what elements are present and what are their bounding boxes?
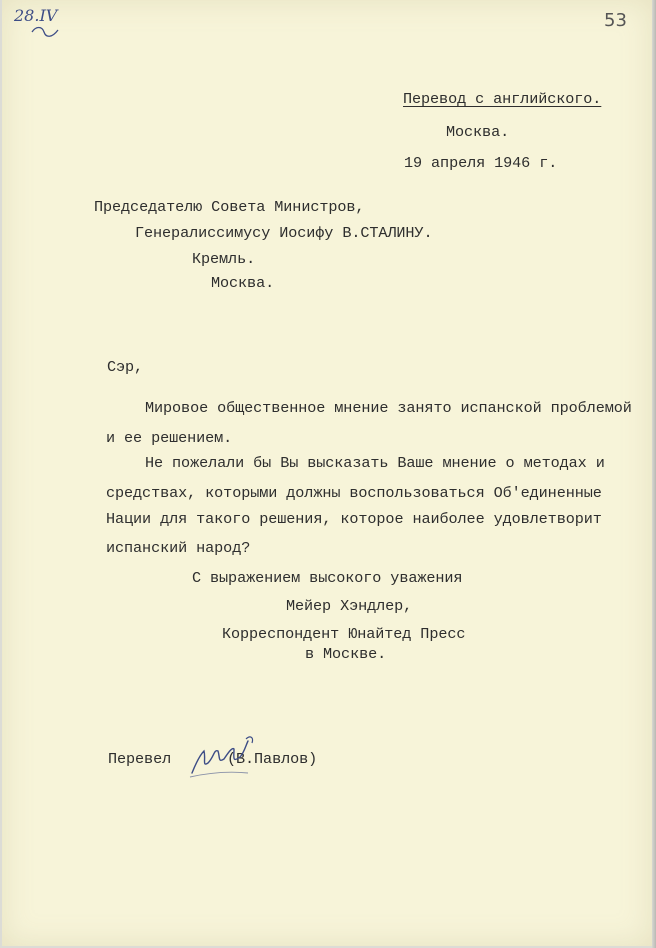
page-edge bbox=[652, 0, 656, 948]
body-paragraph-2-line-2: средствах, которыми должны воспользоваться Об'единенные bbox=[106, 484, 602, 502]
addressee-line-3: Кремль. bbox=[192, 250, 256, 268]
body-paragraph-2-line-1: Не пожелали бы Вы высказать Ваше мнение о методах и bbox=[145, 454, 605, 472]
body-paragraph-1-line-1: Мировое общественное мнение занято испанской проблемой bbox=[145, 399, 632, 417]
body-paragraph-2-line-3: Нации для такого решения, которое наиболее удовлетворит bbox=[106, 510, 602, 528]
page-number: 53 bbox=[604, 10, 627, 31]
translator-label: Перевел bbox=[108, 750, 172, 768]
city-line: Москва. bbox=[446, 123, 510, 141]
translator-signature bbox=[188, 733, 258, 778]
addressee-line-4: Москва. bbox=[211, 274, 275, 292]
closing-line-1: С выражением высокого уважения bbox=[192, 569, 463, 587]
salutation: Сэр, bbox=[107, 358, 144, 376]
corner-note-scribble bbox=[30, 24, 60, 40]
closing-line-2: Мейер Хэндлер, bbox=[286, 597, 413, 615]
corner-note-left: 28.IV bbox=[14, 6, 58, 25]
translator-name: (В.Павлов) bbox=[227, 750, 318, 768]
addressee-line-1: Председателю Совета Министров, bbox=[94, 198, 365, 216]
translation-note: Перевод с английского. bbox=[403, 90, 602, 108]
body-paragraph-1-line-2: и ее решением. bbox=[106, 429, 233, 447]
addressee-line-2: Генералиссимусу Иосифу В.СТАЛИНУ. bbox=[135, 224, 433, 242]
closing-line-4: в Москве. bbox=[305, 645, 387, 663]
closing-line-3: Корреспондент Юнайтед Пресс bbox=[222, 625, 466, 643]
body-paragraph-2-line-4: испанский народ? bbox=[106, 539, 251, 557]
document-page bbox=[2, 0, 652, 946]
date-line: 19 апреля 1946 г. bbox=[404, 154, 558, 172]
